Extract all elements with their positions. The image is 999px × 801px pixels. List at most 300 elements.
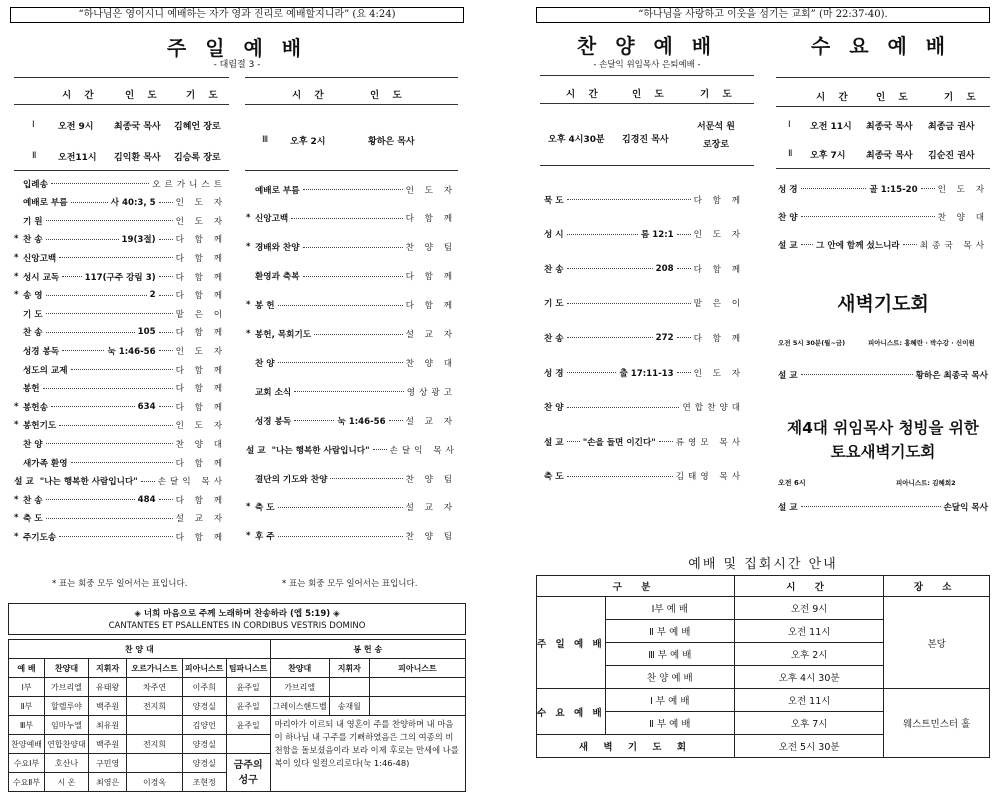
standing-marker: * xyxy=(14,252,19,263)
standing-marker: * xyxy=(14,271,19,282)
cell: 가브리엘 xyxy=(44,678,88,697)
order-item-person: 인 도 자 xyxy=(693,368,744,379)
order-item xyxy=(14,491,226,508)
weekly-verse-label: 금주의 성구 xyxy=(226,754,270,792)
order-item-name: 입례송 xyxy=(23,179,48,190)
sunday-worship-subtitle: - 대림절 3 - xyxy=(213,60,261,70)
order-item xyxy=(544,260,744,277)
leader-dots xyxy=(46,313,173,314)
order-item xyxy=(14,361,226,378)
col-header: 오르가니스트 xyxy=(127,659,182,678)
col-header: 구 분 xyxy=(537,576,735,597)
leader-dots xyxy=(59,536,172,537)
order-item-person: 최종국 목사 xyxy=(919,240,988,251)
order-item-person: 다 함 께 xyxy=(175,253,226,264)
col-header: 찬양대 xyxy=(44,659,88,678)
order-item-name: 성경 봉독 xyxy=(23,346,60,357)
cell: 가브리엘 xyxy=(270,678,329,697)
order-item-name: 성 시 xyxy=(544,230,564,241)
order-item-ref: 272 xyxy=(655,332,674,343)
order-item-name: 찬 양 xyxy=(778,212,798,223)
cell: Ⅱ 부 예 배 xyxy=(605,620,734,643)
leader-dots xyxy=(46,518,173,519)
order-item xyxy=(778,180,988,197)
order-item xyxy=(14,342,226,359)
dawn-pianist: 피아니스트: 홍혜란 · 박수강 · 신이원 xyxy=(868,339,975,347)
order-item xyxy=(778,208,988,225)
cell: 양경실 xyxy=(182,697,226,716)
leader-dots xyxy=(46,499,135,500)
col-header: 장 소 xyxy=(884,576,990,597)
order-item-name: 설 교 xyxy=(778,240,798,251)
order-item xyxy=(14,473,226,490)
roman-numeral: Ⅲ xyxy=(262,135,269,145)
order-item-ref: 그 안에 함께 섰느니라 xyxy=(816,240,900,251)
dawn-prayer-title: 새벽기도회 xyxy=(837,293,929,315)
standing-note: * 표는 회중 모두 일어서는 표입니다. xyxy=(282,579,418,589)
order-item-ref: 208 xyxy=(655,263,674,274)
order-item-person: 다 함 께 xyxy=(175,365,226,376)
order-item-person: 설 교 자 xyxy=(405,330,456,340)
order-item-name: 축 도 xyxy=(544,472,564,483)
order-item-name: 성 경 xyxy=(544,368,564,379)
order-item-person: 손달익 목사 xyxy=(389,445,458,456)
standing-marker: * xyxy=(14,420,19,431)
standing-marker: * xyxy=(246,502,251,513)
leader-dots xyxy=(303,276,403,277)
roman-numeral: Ⅱ xyxy=(788,149,793,159)
order-item xyxy=(14,417,226,434)
cell: 전지희 xyxy=(127,735,182,754)
col-header: 팀파니스트 xyxy=(226,659,270,678)
order-item-ref: 눅 1:46-56 xyxy=(337,416,386,427)
cell: 양경실 xyxy=(182,754,226,773)
order-item-name: 주기도송 xyxy=(23,532,57,543)
order-item-person: 다 함 께 xyxy=(175,235,226,246)
roman-numeral: Ⅰ xyxy=(788,120,791,130)
order-item-person: 김태영 목사 xyxy=(675,472,744,483)
table-row xyxy=(9,716,466,735)
order-item-name: 후 주 xyxy=(255,532,275,543)
standing-marker: * xyxy=(14,494,19,505)
service-leader: 황하은 목사 xyxy=(368,137,415,147)
order-item-person: 다 함 께 xyxy=(175,384,226,395)
saturday-sermon-label: 설 교 xyxy=(778,502,798,513)
cell: 차주연 xyxy=(127,678,182,697)
dawn-sermon-preacher: 황하은 최종국 목사 xyxy=(915,370,988,381)
order-item xyxy=(778,236,988,253)
cell: 윤주일 xyxy=(226,716,270,735)
leader-dots xyxy=(567,372,617,373)
saturday-sermon-row xyxy=(778,498,988,515)
order-item xyxy=(246,181,456,198)
leader-dots xyxy=(278,536,403,537)
sunday-label: 주 일 예 배 xyxy=(537,597,606,689)
offertory-group-header: 봉 헌 송 xyxy=(270,640,465,659)
order-item-name: 봉헌, 목회기도 xyxy=(255,330,312,340)
order-item-name: 봉 헌 xyxy=(255,301,275,312)
header-time-b: 시 간 xyxy=(292,90,329,101)
order-item-name: 봉헌기도 xyxy=(23,421,57,432)
order-item-name: 찬 송 xyxy=(544,264,564,275)
order-item-ref: 634 xyxy=(137,401,156,412)
header-leader: 인 도 xyxy=(876,92,913,103)
cell xyxy=(226,735,270,754)
order-item-person: 다 함 께 xyxy=(175,272,226,283)
order-item-person: 인 도 자 xyxy=(175,421,226,432)
roman-numeral: Ⅱ xyxy=(32,151,37,161)
header-leader-a: 인 도 xyxy=(125,90,162,101)
cell: 수요Ⅰ부 xyxy=(9,754,45,773)
order-item-name: 환영과 축복 xyxy=(255,272,300,283)
standing-marker: * xyxy=(246,213,251,224)
order-item-person: 다 함 께 xyxy=(693,264,744,275)
order-item-name: 설 교 xyxy=(14,477,34,488)
leader-dots xyxy=(278,305,403,306)
leader-dots xyxy=(567,303,691,304)
cell: 김양언 xyxy=(182,716,226,735)
order-item xyxy=(544,191,744,208)
col-header: 예 배 xyxy=(9,659,45,678)
dawn-label: 새 벽 기 도 회 xyxy=(537,735,735,758)
order-item xyxy=(544,364,744,381)
order-item xyxy=(246,297,456,314)
standing-marker: * xyxy=(246,329,251,339)
order-item xyxy=(14,249,226,266)
cell: 할렐루야 xyxy=(44,697,88,716)
order-item-name: 묵 도 xyxy=(544,195,564,206)
header-time-a: 시 간 xyxy=(62,90,99,101)
order-item xyxy=(14,175,226,192)
order-item xyxy=(544,226,744,243)
divider xyxy=(540,165,754,166)
order-item-ref: 롬 12:1 xyxy=(640,230,674,241)
leader-dots xyxy=(159,295,173,296)
header-prayer-a: 기 도 xyxy=(186,90,223,101)
order-item-person: 찬 양 팀 xyxy=(405,532,456,543)
cell: 호산나 xyxy=(44,754,88,773)
order-item xyxy=(14,398,226,415)
leader-dots xyxy=(567,337,653,338)
order-item-ref: 사 40:3, 5 xyxy=(110,198,156,209)
order-item-ref: 골 1:15-20 xyxy=(869,184,918,195)
order-item-person: 찬 양 팀 xyxy=(405,474,456,485)
order-item-ref: 눅 1:46-56 xyxy=(107,346,156,357)
leader-dots xyxy=(567,268,653,269)
cell: 그레이스핸드벨 xyxy=(270,697,329,716)
cell: 이경옥 xyxy=(127,773,182,792)
order-item xyxy=(246,383,456,400)
order-item-name: 성 경 xyxy=(778,184,798,195)
praise-prayer: 서문석 원로장로 xyxy=(697,122,735,150)
table-row xyxy=(9,697,466,716)
order-item-person: 맡 은 이 xyxy=(693,299,744,310)
divider xyxy=(245,77,458,78)
order-item-name: 기 도 xyxy=(544,299,564,310)
leader-dots xyxy=(677,337,691,338)
col-header: 피아니스트 xyxy=(369,659,465,678)
order-item xyxy=(14,528,226,545)
leader-dots xyxy=(903,244,917,245)
cell: 오후 2시 xyxy=(734,643,883,666)
sunday-worship-title: 주 일 예 배 xyxy=(166,36,308,60)
leader-dots xyxy=(801,506,941,507)
service-time: 오전 9시 xyxy=(58,122,94,132)
leader-dots xyxy=(303,247,403,248)
leader-dots xyxy=(159,276,173,277)
cell: 시 온 xyxy=(44,773,88,792)
standing-marker: * xyxy=(246,531,251,542)
standing-marker: * xyxy=(14,531,19,542)
leader-dots xyxy=(567,407,680,408)
order-item-person: 다 함 께 xyxy=(405,272,456,283)
cell: Ⅰ부 예 배 xyxy=(605,597,734,620)
cell: 백주원 xyxy=(88,735,126,754)
order-item-name: 결단의 기도와 찬양 xyxy=(255,474,328,485)
standing-marker: * xyxy=(246,242,251,253)
leader-dots xyxy=(373,449,387,450)
cell: 오전 9시 xyxy=(734,597,883,620)
header-time: 시 간 xyxy=(566,89,603,100)
header-prayer: 기 도 xyxy=(700,89,737,100)
cell: 오전 5시 30분 xyxy=(734,735,883,758)
leader-dots xyxy=(62,276,81,277)
cell: 조현정 xyxy=(182,773,226,792)
order-item-ref: 19(3절) xyxy=(121,235,156,246)
order-item-ref: "손을 들면 이긴다" xyxy=(582,437,656,448)
order-item xyxy=(246,239,456,256)
leader-dots xyxy=(921,188,935,189)
service-prayer: 김승록 장로 xyxy=(174,153,221,163)
order-item xyxy=(246,528,456,545)
praise-worship-subtitle: - 손달익 위임목사 은퇴예배 - xyxy=(593,60,701,70)
wed-leader: 최종국 목사 xyxy=(866,122,913,132)
leader-dots xyxy=(62,350,104,351)
leader-dots xyxy=(801,188,867,189)
service-time: 오전11시 xyxy=(58,153,97,163)
order-item-person: 찬 양 대 xyxy=(175,439,226,450)
order-item-name: 성시 교독 xyxy=(23,272,60,283)
cell: Ⅰ부 xyxy=(9,678,45,697)
order-item-ref: 105 xyxy=(137,327,156,338)
cell: 임마누엘 xyxy=(44,716,88,735)
order-item-ref: "나는 행복한 사람입니다" xyxy=(39,477,138,488)
order-item-name: 예배로 부름 xyxy=(255,185,300,196)
order-item-name: 성경 봉독 xyxy=(255,416,292,427)
order-item-ref: "나는 행복한 사람입니다" xyxy=(271,445,370,456)
right-verse-banner: “하나님을 사랑하고 이웃을 섬기는 교회” (마 22:37-40). xyxy=(536,7,990,23)
schedule-title: 예배 및 집회시간 안내 xyxy=(688,557,838,572)
table-row xyxy=(537,689,990,712)
order-item xyxy=(14,454,226,471)
praise-worship-title: 찬 양 예 배 xyxy=(576,34,718,58)
cell: 오전 11시 xyxy=(734,620,883,643)
service-prayer: 김혜언 장로 xyxy=(174,122,221,132)
order-item-name: 성도의 교제 xyxy=(23,365,68,376)
cell: 윤주일 xyxy=(226,697,270,716)
divider xyxy=(776,77,990,78)
cell: Ⅲ부 xyxy=(9,716,45,735)
divider xyxy=(14,104,229,105)
order-item-person: 찬 양 팀 xyxy=(405,243,456,254)
order-item-name: 찬 송 xyxy=(23,328,43,339)
order-item-person: 오르가니스트 xyxy=(152,179,226,190)
order-item-name: 축 도 xyxy=(23,514,43,525)
order-item-name: 기 도 xyxy=(23,309,43,320)
dawn-time: 오전 5시 30분(월~금) xyxy=(778,339,846,347)
order-item-ref: 2 xyxy=(149,290,156,301)
cell: 양경실 xyxy=(182,735,226,754)
cell: 백주원 xyxy=(88,697,126,716)
leader-dots xyxy=(303,189,403,190)
cell: 윤주일 xyxy=(226,678,270,697)
leader-dots xyxy=(46,332,135,333)
leader-dots xyxy=(159,239,173,240)
leader-dots xyxy=(46,220,173,221)
wed-time: 오전 11시 xyxy=(810,122,852,132)
wed-leader: 최종국 목사 xyxy=(866,151,913,161)
leader-dots xyxy=(159,499,173,500)
order-item-person: 인 도 자 xyxy=(175,198,226,209)
order-item-ref: 117(구주 강림 3) xyxy=(84,272,156,283)
cell xyxy=(329,678,369,697)
col-header: 시 간 xyxy=(734,576,883,597)
order-item-name: 기 원 xyxy=(23,216,43,227)
schedule-table xyxy=(536,575,990,758)
cell xyxy=(369,697,465,716)
order-item xyxy=(14,510,226,527)
saturday-sermon-preacher: 손달익 목사 xyxy=(943,502,988,513)
service-leader: 최종국 목사 xyxy=(114,122,161,132)
choir-table xyxy=(8,639,466,792)
leader-dots xyxy=(51,406,135,407)
weekly-verse-text: 마리아가 이르되 내 영혼이 주를 찬양하며 내 마음이 하나님 내 구주를 기뻐하였음은 그의 여종의 비천함을 돌보셨음이라 보라 이제 후로는 만세에 나를 복이 있다 일컬으리로다(눅 1:46-48) xyxy=(270,716,465,792)
order-item-person: 인 도 자 xyxy=(937,184,988,195)
leader-dots xyxy=(294,420,334,421)
order-item-person: 류영모 목사 xyxy=(675,437,744,448)
order-item-person: 손달익 목사 xyxy=(157,477,226,488)
order-item xyxy=(246,354,456,371)
leader-dots xyxy=(801,374,913,375)
order-item xyxy=(246,210,456,227)
table-row xyxy=(9,678,466,697)
leader-dots xyxy=(278,362,403,363)
cell: 오후 7시 xyxy=(734,712,883,735)
dawn-sermon-label: 설 교 xyxy=(778,370,798,381)
cell: Ⅰ 부 예 배 xyxy=(605,689,734,712)
order-item xyxy=(544,399,744,416)
header-time: 시 간 xyxy=(816,92,853,103)
leader-dots xyxy=(801,216,935,217)
saturday-pianist: 피아니스트: 김혜희2 xyxy=(896,479,956,487)
divider xyxy=(776,106,990,107)
leader-dots xyxy=(567,234,638,235)
order-item-name: 축 도 xyxy=(255,503,275,514)
sunday-place: 본당 xyxy=(884,597,990,689)
leader-dots xyxy=(330,478,402,479)
choir-group-header: 찬 양 대 xyxy=(9,640,271,659)
leader-dots xyxy=(567,476,673,477)
cell: 전지희 xyxy=(127,697,182,716)
order-item xyxy=(246,326,456,343)
praise-leader: 김경진 목사 xyxy=(622,135,669,145)
divider xyxy=(245,104,458,105)
cell: 최유원 xyxy=(88,716,126,735)
header-prayer: 기 도 xyxy=(944,92,981,103)
col-header: 피아니스트 xyxy=(182,659,226,678)
leader-dots xyxy=(43,388,173,389)
order-item xyxy=(14,305,226,322)
leader-dots xyxy=(46,239,119,240)
order-item-name: 교회 소식 xyxy=(255,387,292,398)
leader-dots xyxy=(278,507,403,508)
order-item-person: 다 함 께 xyxy=(693,195,744,206)
cell xyxy=(127,754,182,773)
choir-box-header xyxy=(8,603,466,635)
cell: 송재월 xyxy=(329,697,369,716)
cell: 수요Ⅱ부 xyxy=(9,773,45,792)
order-item-person: 다 함 께 xyxy=(405,301,456,312)
order-item xyxy=(14,268,226,285)
cell: Ⅲ 부 예 배 xyxy=(605,643,734,666)
standing-marker: * xyxy=(14,290,19,301)
leader-dots xyxy=(389,420,403,421)
leader-dots xyxy=(567,199,691,200)
order-item xyxy=(14,212,226,229)
order-item-name: 송 영 xyxy=(23,291,43,302)
order-item xyxy=(544,329,744,346)
order-item-person: 맡 은 이 xyxy=(175,309,226,320)
cell xyxy=(127,716,182,735)
leader-dots xyxy=(159,332,173,333)
cell: 최영은 xyxy=(88,773,126,792)
divider xyxy=(14,77,229,78)
order-item xyxy=(14,287,226,304)
choir-verse: ◈ 너희 마음으로 주께 노래하며 찬송하라 (엡 5:19) ◈ xyxy=(134,609,340,619)
order-item-person: 찬 양 대 xyxy=(405,358,456,369)
order-item-person: 설 교 자 xyxy=(405,503,456,514)
leader-dots xyxy=(51,183,149,184)
order-item xyxy=(14,324,226,341)
leader-dots xyxy=(314,334,403,335)
order-item-name: 찬 양 xyxy=(255,358,275,369)
order-item-person: 영상광고 xyxy=(406,387,456,398)
divider xyxy=(776,168,990,169)
order-item-person: 설 교 자 xyxy=(405,416,456,427)
header-leader-b: 인 도 xyxy=(370,90,407,101)
standing-marker: * xyxy=(14,513,19,524)
leader-dots xyxy=(46,295,147,296)
leader-dots xyxy=(567,441,580,442)
leader-dots xyxy=(294,391,404,392)
cell: 찬 양 예 배 xyxy=(605,666,734,689)
leader-dots xyxy=(159,350,173,351)
order-item xyxy=(246,268,456,285)
order-item-person: 다 함 께 xyxy=(175,495,226,506)
order-item-name: 찬 양 xyxy=(544,403,564,414)
order-item xyxy=(544,468,744,485)
order-item-name: 찬 송 xyxy=(544,333,564,344)
wednesday-label: 수 요 예 배 xyxy=(537,689,606,735)
leader-dots xyxy=(71,369,173,370)
leader-dots xyxy=(59,257,172,258)
divider xyxy=(14,170,229,171)
standing-note: * 표는 회중 모두 일어서는 표입니다. xyxy=(52,579,188,589)
cell: 구민영 xyxy=(88,754,126,773)
order-item xyxy=(246,441,456,458)
cell: Ⅱ 부 예 배 xyxy=(605,712,734,735)
wed-prayer: 최종금 권사 xyxy=(928,122,975,132)
